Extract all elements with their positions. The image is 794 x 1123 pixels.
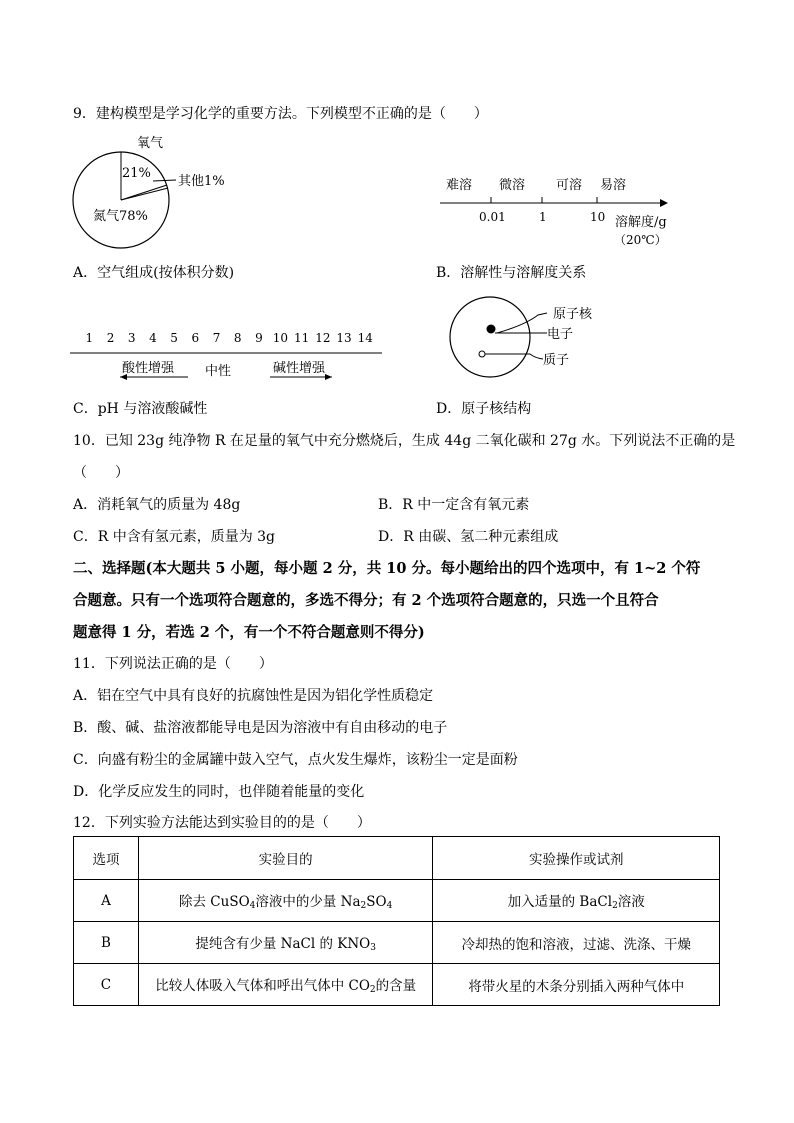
q9-option-d: D．原子核结构 bbox=[436, 401, 532, 417]
solubility-cat-2: 可溶 bbox=[556, 178, 583, 193]
q11-option-b: B．酸、碱、盐溶液都能导电是因为溶液中有自由移动的电子 bbox=[73, 720, 448, 736]
row-goal: 比较人体吸入气体和呼出气体中 $CO_2$的含量 bbox=[138, 964, 433, 1006]
ph-number: 14 bbox=[357, 331, 373, 345]
q11-option-c: C．向盛有粉尘的金属罐中鼓入空气，点火发生爆炸，该粉尘一定是面粉 bbox=[73, 752, 518, 768]
ph-number: 12 bbox=[315, 331, 331, 345]
row-goal: 除去 CuSO$_4$溶液中的少量 $Na_2SO_4$ bbox=[138, 880, 433, 922]
solubility-axis-label: 溶解度/g bbox=[615, 215, 667, 230]
solubility-temp: （20℃） bbox=[614, 233, 667, 247]
solubility-cat-0: 难溶 bbox=[446, 178, 473, 193]
q10-option-c: C．R 中含有氢元素，质量为 3g bbox=[73, 529, 276, 545]
ph-number: 2 bbox=[106, 331, 115, 345]
ph-number: 7 bbox=[212, 331, 221, 345]
ph-number: 9 bbox=[255, 331, 263, 345]
pie-other-label: 其他1% bbox=[178, 174, 225, 189]
solubility-axis bbox=[430, 170, 690, 250]
ph-neutral-label: 中性 bbox=[205, 364, 232, 379]
row-option: C bbox=[74, 964, 139, 1006]
row-option: B bbox=[74, 922, 139, 964]
section2-line2: 合题意。只有一个选项符合题意的，多选不得分；有 2 个选项符合题意的，只选一个且符合 bbox=[73, 592, 659, 609]
row-operation: 冷却热的饱和溶液，过滤、洗涤、干燥 bbox=[433, 922, 720, 964]
row-option: A bbox=[74, 880, 139, 922]
q9-stem: 9．建构模型是学习化学的重要方法。下列模型不正确的是（ ） bbox=[73, 106, 488, 122]
row-operation: 将带火星的木条分别插入两种气体中 bbox=[433, 964, 720, 1006]
q9-option-c: C．pH 与溶液酸碱性 bbox=[73, 401, 208, 417]
ph-number: 11 bbox=[294, 331, 310, 345]
solubility-cat-3: 易溶 bbox=[600, 178, 627, 193]
section2-line3: 题意得 1 分，若选 2 个，有一个不符合题意则不得分) bbox=[73, 624, 425, 641]
nucleus-diagram bbox=[435, 295, 615, 385]
pie-oxygen-pct: 21% bbox=[122, 166, 151, 181]
table-row bbox=[74, 922, 720, 964]
header-option: 选项 bbox=[74, 837, 139, 880]
q10-option-a: A．消耗氧气的质量为 48g bbox=[73, 497, 241, 513]
ph-base-label: 碱性增强 bbox=[273, 361, 326, 376]
q12-table bbox=[73, 836, 720, 1006]
ph-number: 8 bbox=[233, 331, 242, 345]
table-row bbox=[74, 880, 720, 922]
q11-option-d: D．化学反应发生的同时，也伴随着能量的变化 bbox=[73, 784, 365, 800]
proton-label: 质子 bbox=[543, 353, 570, 368]
header-operation: 实验操作或试剂 bbox=[433, 837, 720, 880]
ph-number: 10 bbox=[272, 331, 289, 345]
air-composition-pie bbox=[60, 130, 260, 255]
electron-label: 电子 bbox=[547, 327, 574, 342]
q10-paren: （ ） bbox=[73, 465, 129, 481]
q11-stem: 11．下列说法正确的是（ ） bbox=[73, 656, 273, 672]
q10-option-b: B．R 中一定含有氧元素 bbox=[378, 497, 530, 513]
ph-number: 1 bbox=[85, 331, 94, 345]
solubility-tick-0: 0.01 bbox=[479, 210, 506, 224]
q10-stem: 10．已知 23g 纯净物 R 在足量的氧气中充分燃烧后，生成 44g 二氧化碳和 27g 水。下列说法不正确的是 bbox=[73, 433, 736, 449]
nucleus-label: 原子核 bbox=[553, 307, 593, 322]
ph-number: 6 bbox=[191, 331, 200, 345]
table-header-row bbox=[74, 837, 720, 880]
q9-option-b: B．溶解性与溶解度关系 bbox=[436, 265, 587, 281]
q10-option-d: D．R 由碳、氢二种元素组成 bbox=[378, 529, 559, 545]
solubility-tick-1: 1 bbox=[539, 210, 547, 224]
q9-option-a: A．空气组成(按体积分数) bbox=[73, 265, 235, 281]
ph-scale bbox=[70, 325, 390, 385]
solubility-cat-1: 微溶 bbox=[499, 178, 526, 193]
q12-stem: 12．下列实验方法能达到实验目的的是（ ） bbox=[73, 815, 371, 831]
q11-option-a: A．铝在空气中具有良好的抗腐蚀性是因为铝化学性质稳定 bbox=[73, 688, 434, 704]
solubility-tick-2: 10 bbox=[590, 210, 606, 224]
header-goal: 实验目的 bbox=[138, 837, 433, 880]
ph-number: 3 bbox=[127, 331, 136, 345]
ph-number: 5 bbox=[170, 331, 178, 345]
ph-number: 13 bbox=[336, 331, 352, 345]
pie-nitrogen-label: 氮气78% bbox=[93, 209, 148, 224]
section2-line1: 二、选择题(本大题共 5 小题，每小题 2 分，共 10 分。每小题给出的四个选项中，有 1~2 个符 bbox=[73, 560, 701, 577]
row-operation: 加入适量的 BaCl$_2$溶液 bbox=[433, 880, 720, 922]
ph-number: 4 bbox=[149, 331, 157, 345]
table-row bbox=[74, 964, 720, 1006]
pie-oxygen-label: 氧气 bbox=[137, 136, 164, 151]
row-goal: 提纯含有少量 NaCl 的 $KNO_3$ bbox=[138, 922, 433, 964]
ph-acid-label: 酸性增强 bbox=[122, 361, 175, 376]
